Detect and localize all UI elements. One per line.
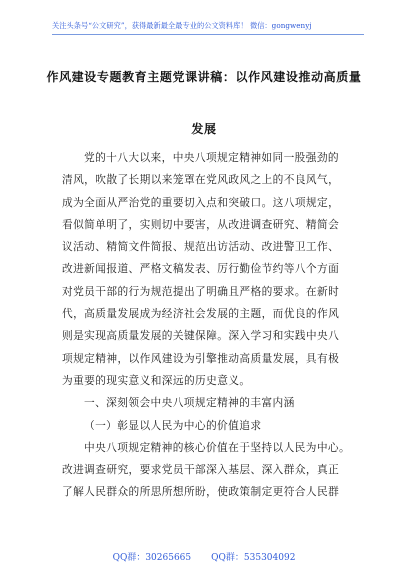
body-line: 议活动、精简文件简报、规范出访活动、改进警卫工作、 (62, 240, 340, 254)
footer-qq-group-2: QQ群：535304092 (211, 553, 296, 563)
footer-contact (0, 550, 408, 563)
body-line: 改进调查研究，要求党员干部深入基层、深入群众，真正 (62, 463, 340, 477)
body-line: 改进新闻报道、严格文稿发表、厉行勤俭节约等八个方面 (62, 262, 340, 276)
document-title-line-2: 发展 (191, 122, 217, 136)
body-line: （一）彰显以人民为中心的价值追求 (84, 418, 262, 432)
body-line: 对党员干部的行为规范提出了明确且严格的要求。在新时 (62, 284, 340, 298)
body-line: 中央八项规定精神的核心价值在于坚持以人民为中心。 (84, 440, 351, 454)
body-line: 了解人民群众的所思所想所盼，使政策制定更符合人民群 (62, 485, 340, 499)
body-line: 项规定精神，以作风建设为引擎推动高质量发展，具有极 (62, 351, 340, 365)
body-line: 为重要的现实意义和深远的历史意义。 (62, 373, 251, 387)
footer-qq-group-1: QQ群：30265665 (112, 553, 192, 563)
body-line: 代，高质量发展成为经济社会发展的主题，而优良的作风 (62, 307, 340, 321)
body-line: 清风，吹散了长期以来笼罩在党风政风之上的不良风气， (62, 173, 340, 187)
header-banner: 关注头条号“公文研究”，获得最新最全最专业的公文资料库！ 微信：gongwenyj (52, 21, 312, 30)
body-text (62, 147, 354, 504)
body-line: 一、深刻领会中央八项规定精神的丰富内涵 (84, 396, 295, 410)
body-line: 成为全面从严治党的重要切入点和突破口。这八项规定， (62, 195, 340, 209)
document-title-line-1: 作风建设专题教育主题党课讲稿：以作风建设推动高质量 (46, 70, 362, 84)
body-line: 看似简单明了，实则切中要害，从改进调查研究、精简会 (62, 217, 340, 231)
body-line: 则是实现高质量发展的关键保障。深入学习和实践中央八 (62, 329, 340, 343)
body-line: 党的十八大以来，中央八项规定精神如同一股强劲的 (84, 151, 340, 164)
header-divider (52, 34, 364, 35)
